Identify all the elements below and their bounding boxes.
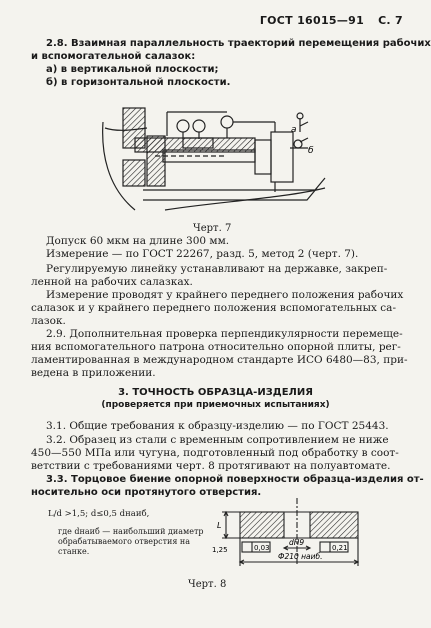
adjustable-ruler-line1: Регулируемую линейку устанавливают на державке, закреп-	[46, 263, 388, 275]
fig8-note-line1: где dнаиб — наибольший диаметр	[58, 527, 204, 536]
adjustable-ruler-line2: ленной на рабочих салазках.	[31, 276, 193, 288]
fig8-dim-dH9: dН9	[289, 538, 305, 547]
tolerance-text: Допуск 60 мкм на длине 300 мм.	[46, 235, 230, 247]
standard-number: ГОСТ 16015—91	[259, 14, 365, 27]
fig8-frame-left-value: 0,03	[254, 544, 270, 552]
measure-position-line1: Измерение проводят у крайнего переднего положения рабочих	[46, 289, 404, 301]
item-b: б) в горизонтальной плоскости.	[46, 77, 231, 88]
figure-7-drawing	[95, 92, 415, 217]
fig8-diameter: Ф210 наиб.	[278, 552, 323, 561]
paragraph-3-3-line1: 3.3. Торцовое биение опорной поверхности образца-изделия от-	[46, 474, 424, 485]
paragraph-3-2-line1: 3.2. Образец из стали с временным сопротивлением не ниже	[46, 434, 389, 446]
figure-8-drawing	[212, 494, 372, 574]
paragraph-3-3-line2: носительно оси протянутого отверстия.	[31, 487, 262, 498]
section-2-9-line2: ния вспомогательного патрона относительно опорной плиты, рег-	[31, 341, 401, 353]
fig7-label-a: a	[291, 125, 297, 135]
section-2-9-line4: ведена в приложении.	[31, 367, 156, 379]
section-2-9-line3: ламентированная в международном стандарте ИСО 6480—83, при-	[31, 354, 408, 366]
section-3-title: 3. ТОЧНОСТЬ ОБРАЗЦА-ИЗДЕЛИЯ	[118, 387, 313, 398]
figure-8-caption: Черт. 8	[188, 579, 227, 590]
paragraph-3-1: 3.1. Общие требования к образцу-изделию — по ГОСТ 25443.	[46, 420, 389, 432]
page-number: С. 7	[378, 14, 403, 27]
item-a: а) в вертикальной плоскости;	[46, 64, 219, 75]
page-header	[246, 14, 403, 27]
fig7-label-b: б	[308, 146, 314, 156]
section-2-8-heading-line1: 2.8. Взаимная параллельность траекторий перемещения рабочих	[46, 38, 431, 49]
fig8-note-line3: станке.	[58, 547, 90, 556]
fig8-frame-right-value: 0,21	[332, 544, 348, 552]
fig8-dim-L: L	[217, 521, 222, 530]
fig8-formula: L/d >1,5; d≤0,5 dнаиб,	[48, 509, 150, 519]
section-2-8-heading-line2: и вспомогательной салазок:	[31, 51, 196, 62]
figure-7-caption: Черт. 7	[193, 223, 232, 234]
measurement-text: Измерение — по ГОСТ 22267, разд. 5, метод 2 (черт. 7).	[46, 248, 359, 260]
paragraph-3-2-line2: 450—550 МПа или чугуна, подготовленный под обработку в соот-	[31, 447, 399, 459]
paragraph-3-2-line3: ветствии с требованиями черт. 8 протягивают на полуавтомате.	[31, 460, 391, 472]
measure-position-line3: лазок.	[31, 315, 66, 327]
section-2-9-line1: 2.9. Дополнительная проверка перпендикулярности перемеще-	[46, 328, 403, 340]
section-3-subtitle: (проверяется при приемочных испытаниях)	[101, 400, 330, 410]
measure-position-line2: салазок и у крайнего переднего положения вспомогательных са-	[31, 302, 396, 314]
fig8-note-line2: обрабатываемого отверстия на	[58, 537, 191, 546]
fig8-dim-1-25: 1,25	[212, 546, 228, 554]
